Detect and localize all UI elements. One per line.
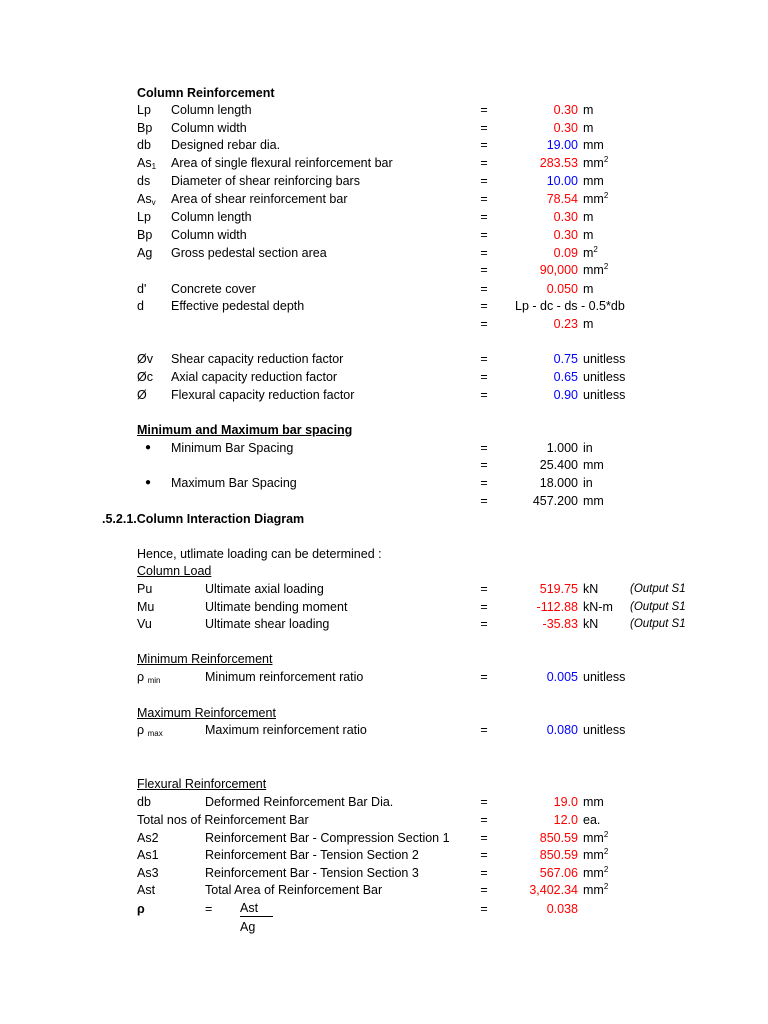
symbol: Øv: [137, 352, 153, 366]
equals: =: [480, 156, 488, 170]
row-as1: [0, 154, 768, 172]
unit-sup: 2: [603, 847, 609, 856]
symbol: Bp: [137, 228, 153, 242]
flexural-title-row: [0, 775, 768, 793]
equals: =: [480, 494, 488, 508]
value: 850.59: [539, 848, 578, 862]
row-rho-max: [0, 721, 768, 739]
min-reinf-title-row: [0, 650, 768, 668]
max-reinf-title-row: [0, 704, 768, 722]
equals: =: [480, 795, 488, 809]
row-db: [0, 136, 768, 154]
intro-text: Hence, utlimate loading can be determined :: [137, 547, 382, 561]
symbol: [137, 190, 156, 208]
unit-base: mm: [583, 156, 604, 170]
symbol: Lp: [137, 210, 151, 224]
value: 19.0: [553, 795, 578, 809]
description: Ultimate shear loading: [205, 617, 330, 631]
unit: in: [583, 441, 593, 455]
equals: =: [480, 228, 488, 242]
value: 0.09: [553, 246, 578, 260]
equals: =: [480, 476, 488, 490]
value: 25.400: [539, 458, 578, 472]
symbol-sub: min: [147, 676, 161, 685]
equals: =: [480, 866, 488, 880]
description: Area of single flexural reinforcement bar: [171, 156, 393, 170]
equals: =: [480, 670, 488, 684]
unit-base: mm: [583, 866, 604, 880]
bullet-icon: ●: [145, 442, 152, 453]
value: 10.00: [546, 174, 578, 188]
value: 90,000: [539, 263, 578, 277]
rho-equals: =: [205, 902, 213, 916]
row-vu: [0, 615, 768, 633]
equals: =: [480, 831, 488, 845]
unit: [583, 154, 608, 172]
unit: mm: [583, 494, 604, 508]
value: 0.30: [553, 121, 578, 135]
symbol: Bp: [137, 121, 153, 135]
equals: =: [480, 103, 488, 117]
row-asv: [0, 190, 768, 208]
description: Reinforcement Bar - Tension Section 2: [205, 848, 419, 862]
symbol: d: [137, 299, 144, 313]
symbol: Ag: [137, 246, 153, 260]
equals: =: [480, 582, 488, 596]
row-lp-2: [0, 208, 768, 226]
equals: =: [480, 883, 488, 897]
equals: =: [480, 848, 488, 862]
unit: mm: [583, 458, 604, 472]
unit: unitless: [583, 352, 626, 366]
description: Minimum Bar Spacing: [171, 441, 294, 455]
equals: =: [480, 246, 488, 260]
output-note: (Output S1: [630, 583, 686, 595]
symbol: As1: [137, 848, 159, 862]
equals: =: [480, 617, 488, 631]
value: 457.200: [532, 494, 578, 508]
row-effective-depth: [0, 297, 768, 315]
value: 1.000: [546, 441, 578, 455]
row-rho-den: [0, 918, 768, 936]
value: 0.23: [553, 317, 578, 331]
description: Flexural capacity reduction factor: [171, 388, 355, 402]
value: 0.30: [553, 210, 578, 224]
description: Deformed Reinforcement Bar Dia.: [205, 795, 394, 809]
symbol: Ø: [137, 388, 147, 402]
symbol: [137, 154, 156, 172]
row-flex-total: [0, 811, 768, 829]
interaction-heading-row: [0, 510, 768, 528]
symbol: As3: [137, 866, 159, 880]
unit-base: mm: [583, 848, 604, 862]
symbol-sub: 1: [151, 162, 157, 171]
row-flex-as1: [0, 846, 768, 864]
value: 19.00: [546, 138, 578, 152]
output-note: (Output S1: [630, 601, 686, 613]
output-note: (Output S1: [630, 618, 686, 630]
section-title: Column Reinforcement: [137, 86, 275, 100]
description: Designed rebar dia.: [171, 138, 281, 152]
description: Column width: [171, 228, 247, 242]
unit: m: [583, 210, 594, 224]
description: Maximum reinforcement ratio: [205, 723, 367, 737]
formula: Lp - dc - ds - 0.5*db: [515, 299, 625, 313]
value: 850.59: [539, 831, 578, 845]
symbol-base: As: [137, 156, 152, 170]
symbol: d': [137, 282, 147, 296]
unit: kN: [583, 582, 599, 596]
equals: =: [480, 317, 488, 331]
unit-sup: 2: [603, 155, 609, 164]
unit-base: mm: [583, 831, 604, 845]
symbol: Lp: [137, 103, 151, 117]
unit-sup: 2: [603, 191, 609, 200]
description: Ultimate axial loading: [205, 582, 324, 596]
symbol-sub: v: [151, 198, 156, 207]
unit: unitless: [583, 370, 626, 384]
symbol-base: ρ: [137, 723, 145, 737]
equals: =: [480, 138, 488, 152]
equals: =: [480, 352, 488, 366]
row-rho: [0, 900, 768, 918]
equals: =: [480, 192, 488, 206]
value: 18.000: [539, 476, 578, 490]
unit: [583, 864, 608, 882]
row-bp-2: [0, 226, 768, 244]
row-max-spacing-in: [0, 474, 768, 492]
flexural-title: Flexural Reinforcement: [137, 777, 267, 791]
row-ag-mm: [0, 261, 768, 279]
row-d-value: [0, 315, 768, 333]
value: 0.30: [553, 228, 578, 242]
equals: =: [480, 441, 488, 455]
unit-base: mm: [583, 192, 604, 206]
unit: kN: [583, 617, 599, 631]
value: 519.75: [539, 582, 578, 596]
max-reinf-title: Maximum Reinforcement: [137, 706, 276, 720]
symbol: Pu: [137, 582, 153, 596]
row-min-spacing-in: [0, 439, 768, 457]
description: Concrete cover: [171, 282, 256, 296]
unit: [583, 190, 608, 208]
value: 3,402.34: [529, 883, 578, 897]
unit: [583, 881, 608, 899]
unit-sup: 2: [603, 262, 609, 271]
equals: =: [480, 210, 488, 224]
rho-numerator: Ast: [240, 900, 273, 917]
equals: =: [480, 723, 488, 737]
value: 78.54: [546, 192, 578, 206]
unit: mm: [583, 795, 604, 809]
equals: =: [480, 458, 488, 472]
unit: mm: [583, 138, 604, 152]
unit-sup: 2: [603, 882, 609, 891]
row-bp: [0, 119, 768, 137]
unit: [583, 261, 608, 279]
spacing-title-row: [0, 421, 768, 439]
row-lp: [0, 101, 768, 119]
equals: =: [480, 388, 488, 402]
symbol-sub: max: [147, 729, 163, 738]
symbol: As2: [137, 831, 159, 845]
value: 283.53: [539, 156, 578, 170]
value: 0.005: [546, 670, 578, 684]
symbol: ds: [137, 174, 151, 188]
unit-sup: 2: [593, 245, 598, 254]
description: Reinforcement Bar - Compression Section 1: [205, 831, 450, 845]
symbol: [137, 721, 163, 739]
section-title-row: [0, 84, 768, 102]
equals: =: [480, 299, 488, 313]
description: Reinforcement Bar - Tension Section 3: [205, 866, 419, 880]
symbol: Mu: [137, 600, 155, 614]
row-flex-db: [0, 793, 768, 811]
value: 0.75: [553, 352, 578, 366]
description: Shear capacity reduction factor: [171, 352, 344, 366]
row-flex-as3: [0, 864, 768, 882]
equals: =: [480, 121, 488, 135]
unit: [583, 846, 608, 864]
row-phi-c: [0, 368, 768, 386]
symbol: Vu: [137, 617, 152, 631]
unit: unitless: [583, 388, 626, 402]
description: Column length: [171, 210, 252, 224]
value: 0.30: [553, 103, 578, 117]
unit-sup: 2: [603, 830, 609, 839]
row-min-spacing-mm: [0, 456, 768, 474]
value: 0.90: [553, 388, 578, 402]
row-ds: [0, 172, 768, 190]
row-pu: [0, 580, 768, 598]
unit-base: mm: [583, 883, 604, 897]
bullet-icon: ●: [145, 477, 152, 488]
row-flex-ast: [0, 881, 768, 899]
column-load-row: [0, 562, 768, 580]
description: Ultimate bending moment: [205, 600, 348, 614]
equals: =: [480, 902, 488, 916]
value: 12.0: [553, 813, 578, 827]
unit: unitless: [583, 723, 626, 737]
symbol: Øc: [137, 370, 153, 384]
unit-base: mm: [583, 263, 604, 277]
equals: =: [480, 263, 488, 277]
value: 0.050: [546, 282, 578, 296]
equals: =: [480, 282, 488, 296]
symbol: db: [137, 138, 151, 152]
row-ag: [0, 244, 768, 262]
value: -35.83: [542, 617, 578, 631]
unit-base: m: [583, 246, 594, 260]
unit-sup: 2: [603, 865, 609, 874]
unit: unitless: [583, 670, 626, 684]
description: Total Area of Reinforcement Bar: [205, 883, 383, 897]
unit: in: [583, 476, 593, 490]
row-max-spacing-mm: [0, 492, 768, 510]
symbol: db: [137, 795, 151, 809]
row-flex-as2: [0, 829, 768, 847]
value: 0.080: [546, 723, 578, 737]
value: 0.65: [553, 370, 578, 384]
row-mu: [0, 598, 768, 616]
row-cover: [0, 280, 768, 298]
value: 567.06: [539, 866, 578, 880]
symbol: Ast: [137, 883, 156, 897]
unit: [583, 829, 608, 847]
symbol: ρ: [137, 902, 145, 916]
intro-row: [0, 545, 768, 563]
unit: [583, 244, 598, 262]
equals: =: [480, 174, 488, 188]
description: Axial capacity reduction factor: [171, 370, 338, 384]
value: 0.038: [546, 902, 578, 916]
min-reinf-title: Minimum Reinforcement: [137, 652, 273, 666]
rho-denominator: Ag: [240, 920, 256, 934]
unit: kN-m: [583, 600, 613, 614]
symbol-base: ρ: [137, 670, 145, 684]
value: -112.88: [536, 600, 578, 614]
description: Column length: [171, 103, 252, 117]
description: Gross pedestal section area: [171, 246, 327, 260]
equals: =: [480, 370, 488, 384]
row-phi-v: [0, 350, 768, 368]
equals: =: [480, 600, 488, 614]
description: Effective pedestal depth: [171, 299, 305, 313]
unit: m: [583, 228, 594, 242]
unit: ea.: [583, 813, 601, 827]
row-rho-min: [0, 668, 768, 686]
description: Area of shear reinforcement bar: [171, 192, 348, 206]
description: Maximum Bar Spacing: [171, 476, 297, 490]
unit: m: [583, 317, 594, 331]
description: Column width: [171, 121, 247, 135]
description: Minimum reinforcement ratio: [205, 670, 364, 684]
symbol-base: As: [137, 192, 152, 206]
column-load-title: Column Load: [137, 564, 212, 578]
symbol: [137, 668, 161, 686]
unit: m: [583, 121, 594, 135]
description: Diameter of shear reinforcing bars: [171, 174, 360, 188]
equals: =: [480, 813, 488, 827]
unit: m: [583, 282, 594, 296]
row-phi: [0, 386, 768, 404]
unit: mm: [583, 174, 604, 188]
unit: m: [583, 103, 594, 117]
symbol: Total nos of Reinforcement Bar: [137, 813, 309, 827]
spacing-title: Minimum and Maximum bar spacing: [137, 423, 353, 437]
interaction-heading: .5.2.1.Column Interaction Diagram: [102, 512, 305, 526]
